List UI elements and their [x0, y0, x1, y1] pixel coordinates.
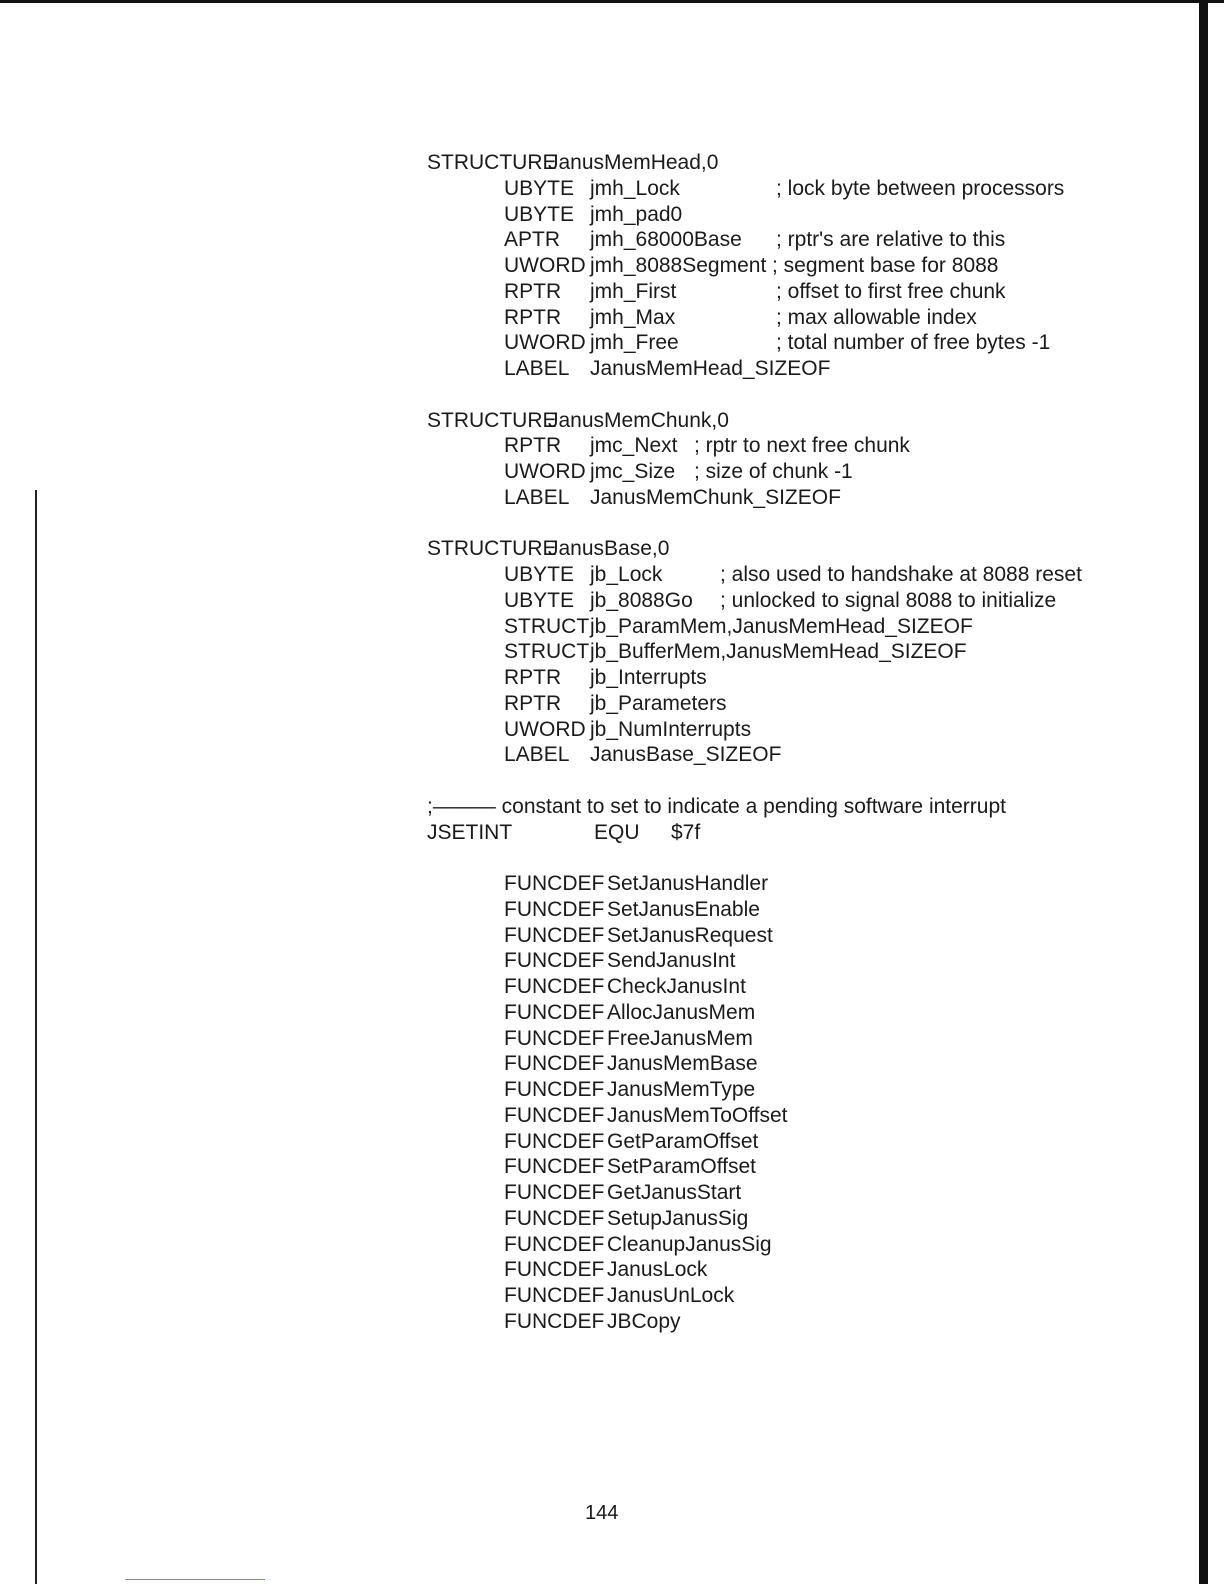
- field-comment: ; max allowable index: [776, 305, 977, 329]
- field-comment: ; total number of free bytes -1: [776, 331, 1051, 355]
- structure-keyword: STRUCTURE: [427, 151, 557, 174]
- funcdef-name: CheckJanusInt: [607, 975, 746, 998]
- field-type: UWORD: [504, 254, 586, 277]
- field-type: UBYTE: [504, 202, 575, 226]
- field-name: jb_8088Go: [590, 588, 693, 612]
- structure-keyword: STRUCTURE: [427, 537, 557, 561]
- field-comment: ; lock byte between processors: [776, 176, 1065, 200]
- funcdef-keyword: FUNCDEF: [504, 1026, 605, 1050]
- field-type: UWORD: [504, 460, 586, 483]
- field-type: UBYTE: [504, 563, 575, 586]
- field-type: UBYTE: [504, 176, 575, 200]
- structure-name: JanusMemChunk,0: [548, 408, 729, 432]
- field-name: jmh_68000Base: [590, 228, 742, 252]
- funcdef-name: JanusUnLock: [607, 1284, 735, 1307]
- field-name: jb_Lock: [590, 563, 663, 586]
- field-comment: ; size of chunk -1: [694, 460, 853, 483]
- field-name: JanusMemChunk_SIZEOF: [590, 485, 841, 509]
- field-comment: ; segment base for 8088: [772, 254, 999, 277]
- field-type: APTR: [504, 228, 561, 252]
- funcdef-keyword: FUNCDEF: [504, 872, 605, 895]
- field-type: RPTR: [504, 666, 562, 689]
- funcdef-keyword: FUNCDEF: [504, 949, 605, 973]
- structure-name: JanusBase,0: [548, 537, 670, 561]
- field-type: LABEL: [504, 743, 570, 767]
- funcdef-keyword: FUNCDEF: [504, 1000, 605, 1024]
- field-comment: ; rptr's are relative to this: [776, 228, 1006, 252]
- funcdef-name: GetParamOffset: [607, 1129, 759, 1153]
- field-type: UWORD: [504, 717, 586, 741]
- field-type: RPTR: [504, 279, 562, 303]
- field-type: LABEL: [504, 357, 570, 380]
- funcdef-name: CleanupJanusSig: [607, 1232, 772, 1256]
- field-name: jb_ParamMem,JanusMemHead_SIZEOF: [590, 614, 973, 638]
- field-name: jmh_Free: [590, 331, 679, 355]
- field-name: jmh_First: [590, 279, 677, 303]
- field-type: STRUCT: [504, 614, 590, 638]
- field-name: jmh_Max: [590, 305, 676, 329]
- funcdef-name: JanusMemBase: [607, 1052, 758, 1076]
- field-name: jb_BufferMem,JanusMemHead_SIZEOF: [590, 640, 967, 664]
- funcdef-keyword: FUNCDEF: [504, 1129, 605, 1153]
- funcdef-name: SetJanusRequest: [607, 923, 773, 947]
- field-name: JanusBase_SIZEOF: [590, 743, 782, 767]
- funcdef-name: GetJanusStart: [607, 1181, 742, 1204]
- funcdef-keyword: FUNCDEF: [504, 975, 605, 998]
- field-comment: ; offset to first free chunk: [776, 279, 1006, 303]
- funcdef-name: JanusMemToOffset: [607, 1103, 788, 1127]
- field-type: UBYTE: [504, 588, 575, 612]
- field-name: jmh_Lock: [590, 176, 680, 200]
- field-name: jmc_Next: [590, 434, 678, 458]
- field-name: jb_Parameters: [590, 691, 727, 715]
- field-type: RPTR: [504, 434, 562, 458]
- funcdef-name: SetJanusHandler: [607, 872, 769, 895]
- field-type: RPTR: [504, 691, 562, 715]
- equ-symbol: JSETINT: [427, 820, 513, 844]
- funcdef-name: AllocJanusMem: [607, 1000, 756, 1024]
- funcdef-keyword: FUNCDEF: [504, 1103, 605, 1127]
- field-name: jb_Interrupts: [590, 666, 707, 689]
- funcdef-name: SendJanusInt: [607, 949, 736, 973]
- funcdef-keyword: FUNCDEF: [504, 1206, 605, 1230]
- structure-name: JanusMemHead,0: [548, 151, 719, 174]
- field-type: STRUCT: [504, 640, 590, 664]
- field-name: JanusMemHead_SIZEOF: [590, 357, 831, 380]
- field-name: jb_NumInterrupts: [590, 717, 752, 741]
- field-type: UWORD: [504, 331, 586, 355]
- structure-keyword: STRUCTURE: [427, 408, 557, 432]
- field-comment: ; unlocked to signal 8088 to initialize: [720, 588, 1057, 612]
- equ-value: $7f: [671, 820, 701, 844]
- funcdef-keyword: FUNCDEF: [504, 897, 605, 921]
- equ-directive: EQU: [594, 820, 640, 844]
- funcdef-keyword: FUNCDEF: [504, 1052, 605, 1076]
- field-name: jmc_Size: [590, 460, 676, 483]
- field-name: jmh_8088Segment: [590, 254, 767, 277]
- field-comment: ; rptr to next free chunk: [694, 434, 910, 458]
- funcdef-name: JanusMemType: [607, 1078, 756, 1101]
- field-type: LABEL: [504, 485, 570, 509]
- field-type: RPTR: [504, 305, 562, 329]
- funcdef-keyword: FUNCDEF: [504, 1309, 605, 1333]
- funcdef-keyword: FUNCDEF: [504, 1181, 605, 1204]
- funcdef-keyword: FUNCDEF: [504, 1284, 605, 1307]
- funcdef-keyword: FUNCDEF: [504, 1258, 605, 1282]
- funcdef-keyword: FUNCDEF: [504, 1078, 605, 1101]
- page-number: 144: [585, 1502, 619, 1524]
- field-comment: ; also used to handshake at 8088 reset: [720, 563, 1082, 586]
- constant-comment: ;——— constant to set to indicate a pending software interrupt: [427, 794, 1006, 818]
- field-name: jmh_pad0: [590, 202, 683, 226]
- funcdef-keyword: FUNCDEF: [504, 1155, 605, 1179]
- funcdef-name: SetJanusEnable: [607, 897, 760, 921]
- funcdef-name: SetupJanusSig: [607, 1206, 749, 1230]
- funcdef-keyword: FUNCDEF: [504, 923, 605, 947]
- funcdef-name: SetParamOffset: [607, 1155, 757, 1179]
- funcdef-keyword: FUNCDEF: [504, 1232, 605, 1256]
- funcdef-name: FreeJanusMem: [607, 1026, 753, 1050]
- funcdef-name: JBCopy: [607, 1309, 681, 1333]
- funcdef-name: JanusLock: [607, 1258, 708, 1282]
